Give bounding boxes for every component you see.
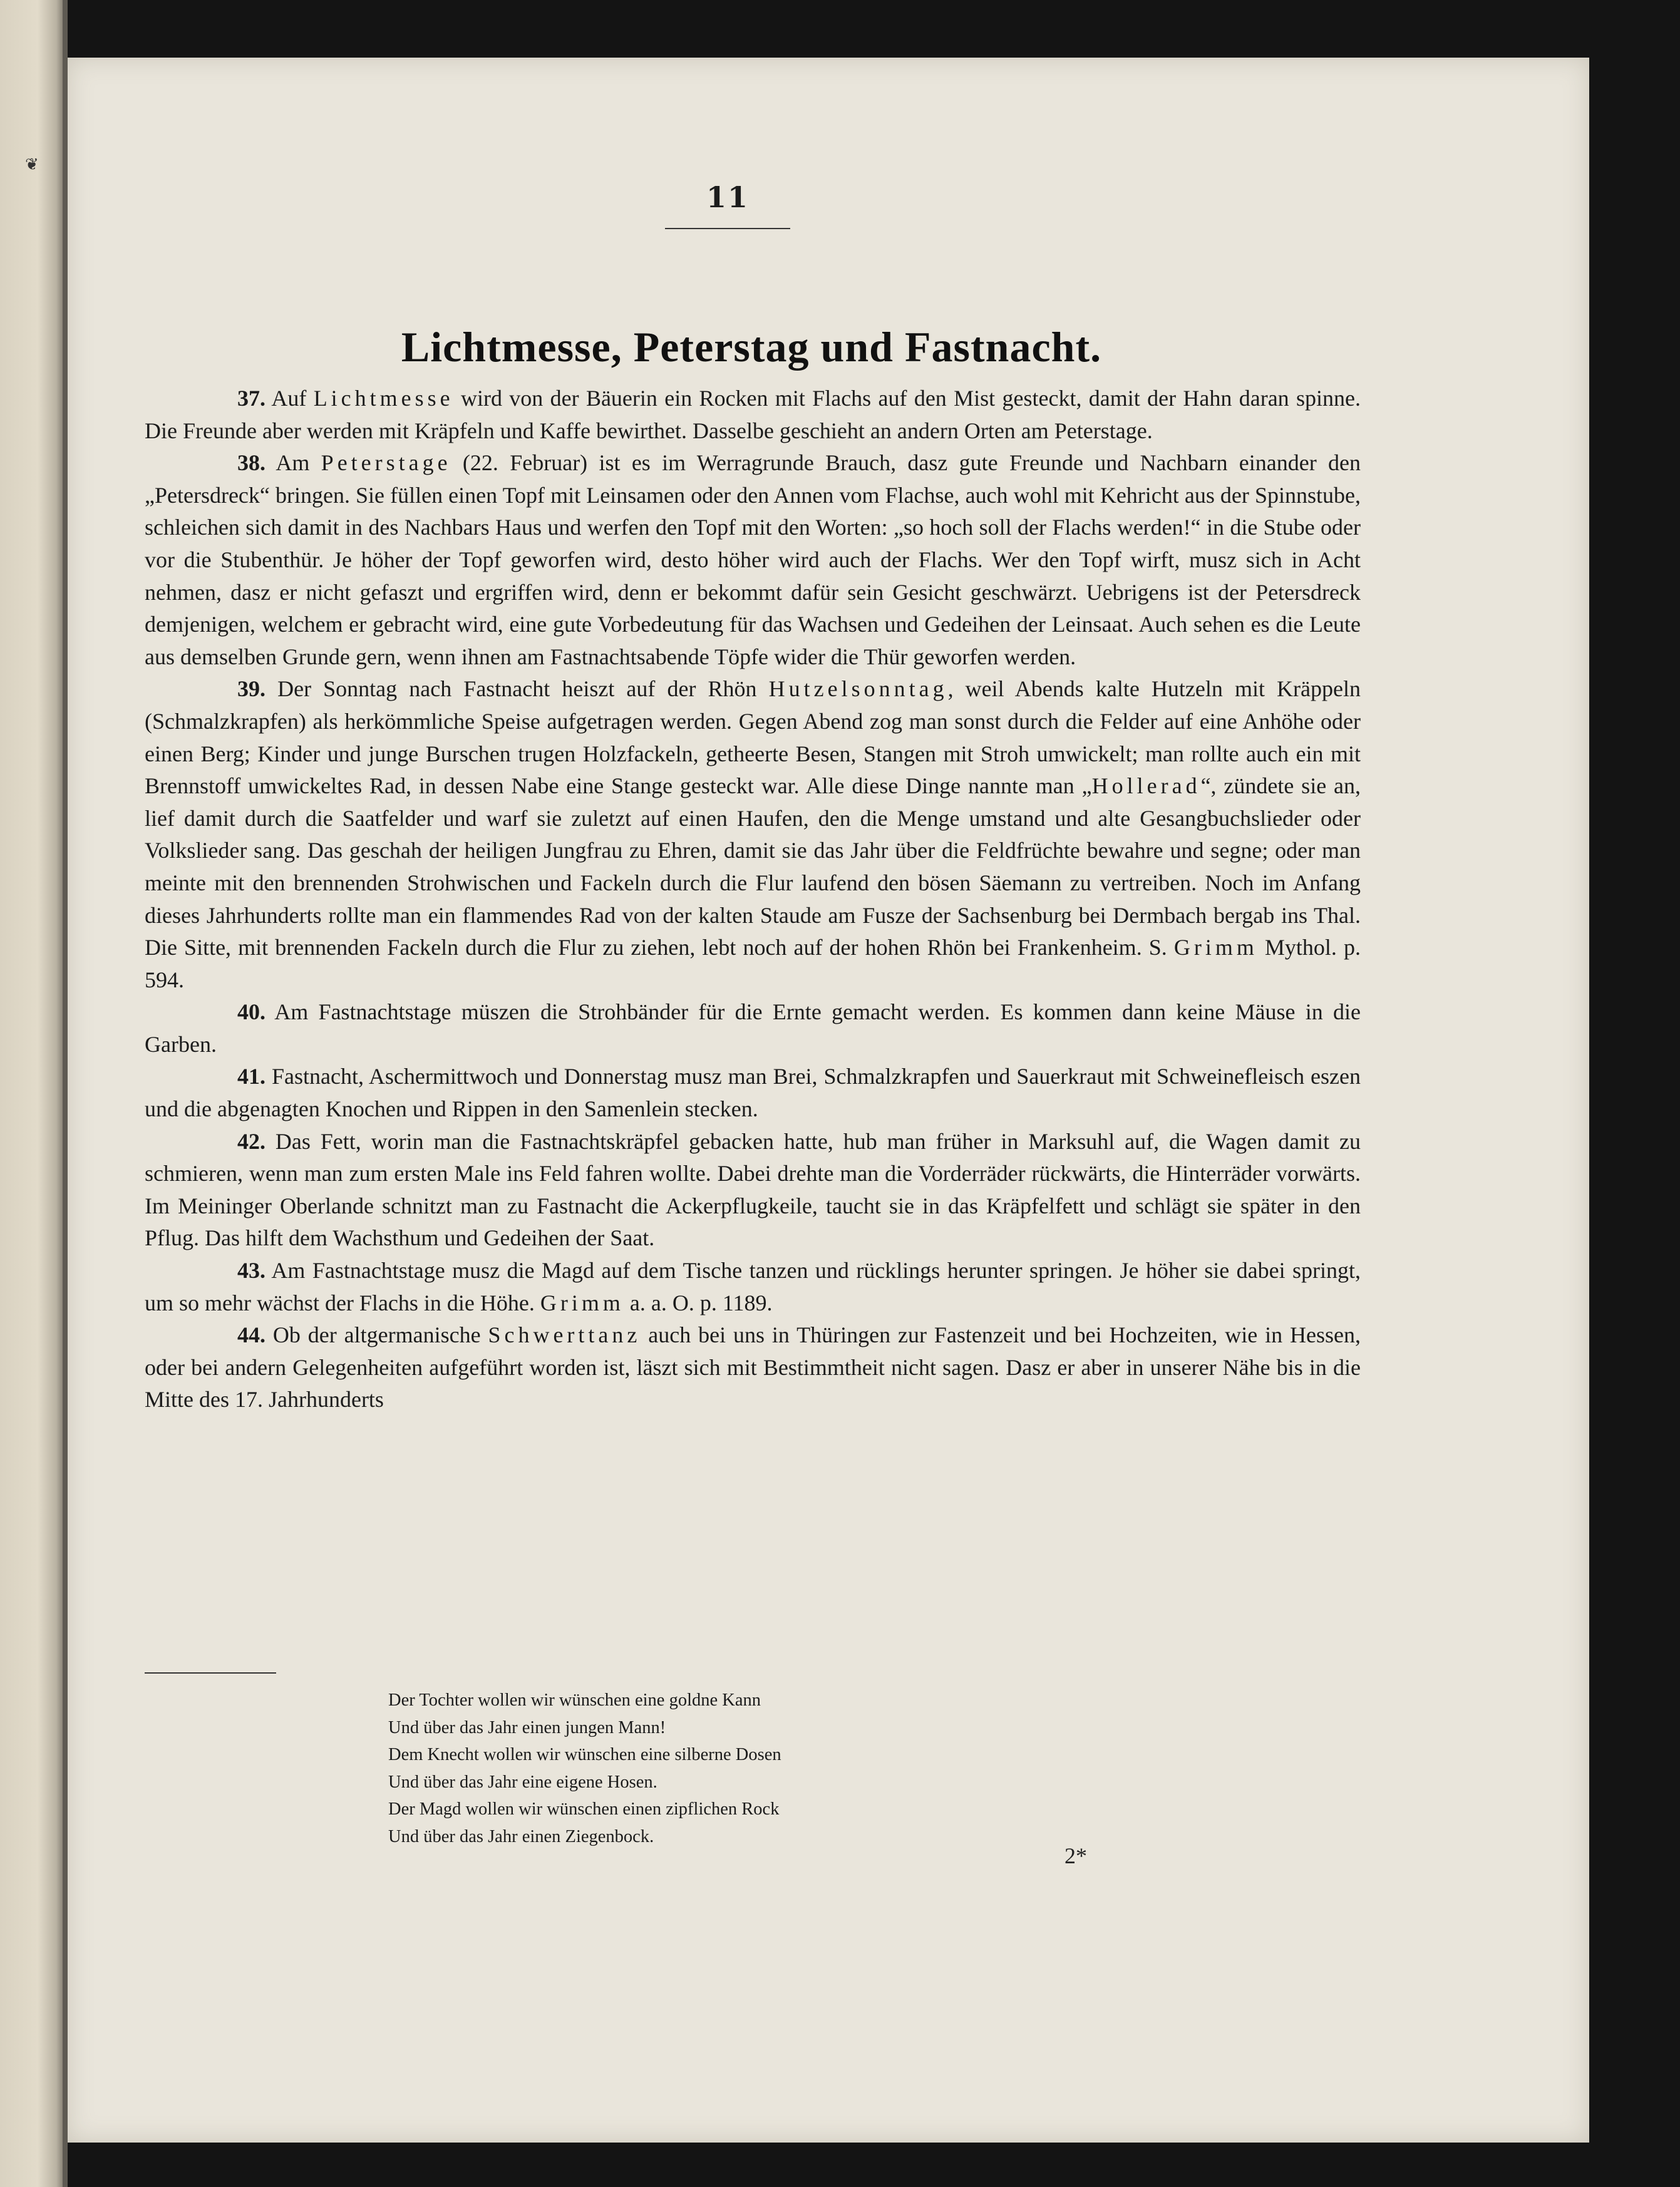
- verse-line: Dem Knecht wollen wir wünschen eine silberne Dosen: [388, 1745, 781, 1764]
- paragraph-38: 38. Am Peterstage (22. Februar) ist es im Werragrunde Brauch, dasz gute Freunde und Nachbarn einander den „Petersdreck“ bringen. Sie füllen einen Topf mit Leinsamen oder den Annen vom Flachse, auch wohl mit Kehricht aus der Spinnstube, schleichen sich damit in des Nachbars Haus und werfen den Topf mit den Worten: „so hoch soll der Flachs werden!“ in die Stube oder vor die Stubenthür. Je höher der Topf geworfen wird, desto höher wird auch der Flachs. Wer den Topf wirft, musz sich in Acht nehmen, dasz er nicht gefaszt und ergriffen wird, denn er bekommt dafür sein Gesicht geschwärzt. Uebrigens ist der Petersdreck demjenigen, welchem er gebracht wird, eine gute Vorbedeutung für das Wachsen und Gedeihen der Leinsaat. Auch sehen es die Leute aus demselben Grunde gern, wenn ihnen am Fastnachtsabende Töpfe wider die Thür geworfen werden.: [145, 450, 1361, 669]
- verse-line: Und über das Jahr einen Ziegenbock.: [388, 1826, 654, 1846]
- footnote-verse: [388, 1687, 1265, 1850]
- verse-line: Der Tochter wollen wir wünschen eine goldne Kann: [388, 1690, 761, 1710]
- printer-signature: 2*: [1064, 1843, 1087, 1868]
- footnote-rule: [145, 1672, 276, 1674]
- paragraph-42: 42. Das Fett, worin man die Fastnachtskräpfel gebacken hatte, hub man früher in Marksuhl auf, die Wagen damit zu schmieren, wenn man zum ersten Male ins Feld fahren wollte. Dabei drehte man die Vorderräder rückwärts, die Hinterräder vorwärts. Im Meininger Oberlande schnitzt man zu Fastnacht die Ackerpflugkeile, taucht sie in das Kräpfelfett und schlägt sie später in den Pflug. Das hilft dem Wachsthum und Gedeihen der Saat.: [145, 1128, 1361, 1251]
- margin-mark-icon: ❦: [25, 155, 39, 174]
- facing-page-edge: [0, 0, 63, 2187]
- verse-line: Und über das Jahr eine eigene Hosen.: [388, 1772, 657, 1792]
- verse-line: Der Magd wollen wir wünschen einen zipflichen Rock: [388, 1799, 780, 1819]
- page-number: 11: [706, 180, 749, 214]
- book-gutter: [63, 0, 68, 2187]
- paragraph-43: 43. Am Fastnachtstage musz die Magd auf dem Tische tanzen und rücklings herunter springen. Je höher sie dabei springt, um so mehr wächst der Flachs in die Höhe. Grimm a. a. O. p. 1189.: [145, 1258, 1361, 1315]
- paragraph-40: 40. Am Fastnachtstage müszen die Strohbänder für die Ernte gemacht werden. Es kommen dann keine Mäuse in die Garben.: [145, 999, 1361, 1057]
- page-number-rule: [665, 228, 790, 229]
- body-text: [145, 383, 1361, 1416]
- section-heading: Lichtmesse, Peterstag und Fastnacht.: [401, 323, 1102, 371]
- paragraph-41: 41. Fastnacht, Aschermittwoch und Donnerstag musz man Brei, Schmalzkrapfen und Sauerkraut mit Schweinefleisch eszen und die abgenagten Knochen und Rippen in den Samenlein stecken.: [145, 1064, 1361, 1122]
- paragraph-37: 37. Auf Lichtmesse wird von der Bäuerin ein Rocken mit Flachs auf den Mist gesteckt, damit der Hahn daran spinne. Die Freunde aber werden mit Kräpfeln und Kaffe bewirthet. Dasselbe geschieht an andern Orten am Peterstage.: [145, 386, 1361, 443]
- verse-line: Und über das Jahr einen jungen Mann!: [388, 1717, 666, 1737]
- paragraph-44: 44. Ob der altgermanische Schwerttanz auch bei uns in Thüringen zur Fastenzeit und bei Hochzeiten, wie in Hessen, oder bei andern Gelegenheiten aufgeführt worden ist, läszt sich mit Bestimmtheit nicht sagen. Dasz er aber in unserer Nähe bis in die Mitte des 17. Jahrhunderts: [145, 1322, 1361, 1413]
- paragraph-39: 39. Der Sonntag nach Fastnacht heiszt auf der Rhön Hutzelsonntag, weil Abends kalte Hutzeln mit Kräppeln (Schmalzkrapfen) als herkömmliche Speise aufgetragen werden. Gegen Abend zog man sonst durch die Felder auf eine Anhöhe oder einen Berg; Kinder und junge Burschen trugen Holzfackeln, getheerte Besen, Stangen mit Stroh umwickelt; man rollte auch ein mit Brennstoff umwickeltes Rad, in dessen Nabe eine Stange gesteckt war. Alle diese Dinge nannte man „Hollerad“, zündete sie an, lief damit durch die Saatfelder und warf sie zuletzt auf einen Haufen, den die Menge umstand und alte Gesangbuchslieder oder Volkslieder sang. Das geschah der heiligen Jungfrau zu Ehren, damit sie das Jahr über die Feldfrüchte bewahre und segne; oder man meinte mit den brennenden Strohwischen und Fackeln durch die Flur laufend den bösen Säemann zu vertreiben. Noch im Anfang dieses Jahrhunderts rollte man ein flammendes Rad von der kalten Staude am Fusze der Sachsenburg bei Dermbach bergab ins Thal. Die Sitte, mit brennenden Fackeln durch die Flur zu ziehen, lebt noch auf der hohen Rhön bei Frankenheim. S. Grimm Mythol. p. 594.: [145, 676, 1361, 992]
